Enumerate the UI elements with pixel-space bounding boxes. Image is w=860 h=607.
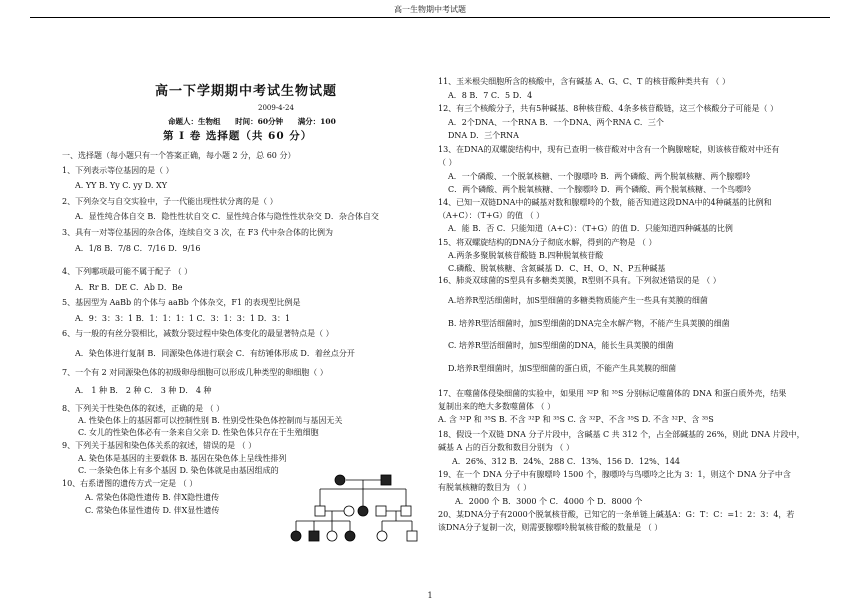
right-line: 17、在噬菌体侵染细菌的实验中，如果用 ³²P 和 ³⁵S 分别标记噬菌体的 DNA 和蛋白质外壳，结果 bbox=[438, 389, 787, 398]
right-line: 18、假设一个双链 DNA 分子片段中，含碱基 C 共 312 个，占全部碱基的 26%，则此 DNA 片段中， bbox=[438, 430, 805, 439]
right-line: 14、已知一双链DNA中的碱基对数和腺嘌呤的个数，能否知道这段DNA中的4种碱基的比例和 bbox=[438, 198, 772, 207]
right-line: A．8 B．7 C．5 D．4 bbox=[448, 91, 533, 100]
left-line: A．1/8 B．7/8 C．7/16 D．9/16 bbox=[75, 244, 201, 253]
left-line: 9、下列关于基因和染色体关系的叙述，错误的是 （ ） bbox=[62, 441, 257, 450]
exam-author: 命题人：生物组 bbox=[168, 117, 221, 126]
right-line: 碱基 A 占的百分数和数目分别为 （ ） bbox=[438, 443, 574, 452]
pedigree-male bbox=[401, 506, 411, 516]
right-line: 20、某DNA分子有2000个脱氧核苷酸，已知它的一条单链上碱基A：G：T：C：=1：2：3：4，若 bbox=[438, 510, 795, 519]
left-line: A．9：3：3：1 B．1：1：1：1 C．3：1：3：1 D．3：1 bbox=[75, 314, 291, 323]
right-line: A．2个DNA、一个RNA B．一个DNA、两个RNA C．三个 bbox=[448, 118, 664, 127]
right-line: B. 培养R型活细菌时，加S型细菌的DNA完全水解产物，不能产生具荚膜的细菌 bbox=[448, 319, 730, 328]
left-line: A. YY B. Yy C. yy D. XY bbox=[75, 181, 167, 190]
page-number: 1 bbox=[427, 591, 433, 600]
left-line: A. 性染色体上的基因都可以控制性别 B. 性别受性染色体控制而与基因无关 bbox=[78, 416, 343, 425]
pedigree-female-affected bbox=[358, 506, 368, 516]
page-header: 高一生物期中考试题 bbox=[394, 5, 466, 14]
exam-date: 2009-4-24 bbox=[258, 104, 294, 112]
exam-title: 高一下学期期中考试生物试题 bbox=[155, 84, 338, 99]
left-line: 4、下列哪项最可能不属于配子 （ ） bbox=[62, 267, 193, 276]
pedigree-male-affected bbox=[309, 531, 319, 541]
pedigree-male bbox=[376, 506, 386, 516]
right-line: A.培养R型活细菌时，加S型细菌的多糖类物质能产生一些具有荚膜的细菌 bbox=[448, 296, 708, 305]
pedigree-female-affected bbox=[291, 531, 301, 541]
right-line: C.磷酸、脱氧核糖、含氮碱基 D．C、H、O、N、P五种碱基 bbox=[448, 264, 666, 273]
section-title: 第 I 卷 选择题（共 60 分） bbox=[163, 130, 313, 142]
right-line: 16、肺炎双球菌的S型具有多糖类荚膜，R型则不具有。下列叙述错误的是 （ ） bbox=[438, 276, 721, 285]
left-line: C. 女儿的性染色体必有一条来自父亲 D. 性染色体只存在于生殖细胞 bbox=[78, 428, 319, 437]
pedigree-female bbox=[377, 531, 387, 541]
left-line: 3、具有一对等位基因的杂合体，连续自交 3 次，在 F3 代中杂合体的比例为 bbox=[62, 228, 333, 237]
right-line: D.培养R型细菌时，加S型细菌的蛋白质，不能产生具荚膜的细菌 bbox=[448, 364, 677, 373]
right-line: C．两个磷酸、两个脱氧核糖、一个腺嘌呤 D．两个磷酸、两个脱氧核糖、一个鸟嘌呤 bbox=[448, 185, 752, 194]
right-line: A．2000 个 B．3000 个 C．4000 个 D．8000 个 bbox=[455, 497, 643, 506]
left-line: A．Rr B．DE C．Ab D．Be bbox=[75, 283, 183, 292]
left-line: 7、一个有 2 对同源染色体的初级卵母细胞可以形成几种类型的卵细胞（ ） bbox=[62, 368, 328, 377]
left-line: 8、下列关于性染色体的叙述，正确的是 （ ） bbox=[62, 404, 225, 413]
right-line: A．能 B．否 C．只能知道（A+C）：（T+G）的值 D．只能知道四种碱基的比例 bbox=[448, 224, 733, 233]
right-line: 复制出来的绝大多数噬菌体 （ ） bbox=[438, 402, 556, 411]
left-line: A．染色体进行复制 B．同源染色体进行联会 C．有纺锤体形成 D．着丝点分开 bbox=[75, 349, 355, 358]
exam-time: 时间：60分钟 bbox=[235, 117, 284, 126]
right-line: DNA D．三个RNA bbox=[448, 131, 519, 140]
right-line: A．一个磷酸、一个脱氧核糖、一个腺嘌呤 B．两个磷酸、两个脱氧核糖、两个腺嘌呤 bbox=[448, 172, 751, 181]
left-line: A. 常染色体隐性遗传 B. 伴X隐性遗传 bbox=[85, 493, 220, 502]
left-line: 一、选择题（每小题只有一个答案正确，每小题 2 分，总 60 分） bbox=[62, 151, 296, 160]
left-line: 10、右系谱图的遗传方式一定是 （ ） bbox=[62, 479, 198, 488]
left-line: C. 一条染色体上有多个基因 D. 染色体就是由基因组成的 bbox=[78, 466, 279, 475]
right-line: （A+C）：（T+G）的值 （ ） bbox=[438, 211, 545, 220]
right-line: 13、在DNA的双螺旋结构中，现有已查明一核苷酸对中含有一个胸腺嘧啶，则该核苷酸对中还有 bbox=[438, 145, 780, 154]
header-rule bbox=[30, 17, 830, 18]
pedigree-male bbox=[315, 506, 325, 516]
right-line: A. 含 ³²P 和 ³⁵S B. 不含 ³²P 和 ³⁵S C. 含 ³²P、不含 ³⁵S D. 不含 ³²P、含 ³⁵S bbox=[438, 415, 714, 424]
pedigree-female bbox=[327, 531, 337, 541]
exam-meta bbox=[168, 116, 348, 127]
pedigree-male-affected bbox=[381, 475, 391, 485]
pedigree-chart bbox=[290, 463, 430, 553]
right-line: 15、将双螺旋结构的DNA分子彻底水解，得到的产物是 （ ） bbox=[438, 238, 657, 247]
left-line: 5、基因型为 AaBb 的个体与 aaBb 个体杂交，F1 的表现型比例是 bbox=[62, 298, 301, 307]
left-line: C. 常染色体显性遗传 D. 伴X显性遗传 bbox=[85, 506, 220, 515]
left-line: 6、与一般的有丝分裂相比，减数分裂过程中染色体变化的最显著特点是（ ） bbox=[62, 329, 334, 338]
pedigree-female bbox=[344, 506, 354, 516]
left-line: 2、下列杂交与自交实验中，子一代能出现性状分离的是（ ） bbox=[62, 197, 278, 206]
right-line: 11、玉米根尖细胞所含的核酸中，含有碱基 A、G、C、T 的核苷酸种类共有 （ ） bbox=[438, 77, 730, 86]
pedigree-female-affected bbox=[345, 531, 355, 541]
left-line: A． 1 种 B． 2 种 C． 3 种 D． 4 种 bbox=[75, 386, 212, 395]
right-line: 12、有三个核酸分子，共有5种碱基、8种核苷酸、4条多核苷酸链，这三个核酸分子可能是（ ） bbox=[438, 104, 778, 113]
right-line: 19、在一个 DNA 分子中有腺嘌呤 1500 个，腺嘌呤与鸟嘌呤之比为 3：1，则这个 DNA 分子中含 bbox=[438, 470, 791, 479]
left-line: 1、下列表示等位基因的是（ ） bbox=[62, 166, 174, 175]
right-line: A.两条多聚脱氧核苷酸链 B.四种脱氧核苷酸 bbox=[448, 251, 604, 260]
right-line: （ ） bbox=[438, 158, 457, 167]
right-line: A．26%、312 B．24%、288 C．13%、156 D．12%、144 bbox=[452, 457, 681, 466]
right-line: 该DNA分子复制一次，则需要腺嘌呤脱氧核苷酸的数量是 （ ） bbox=[438, 523, 663, 532]
exam-score: 满分：100 bbox=[297, 117, 336, 126]
left-line: A．显性纯合体自交 B．隐性性状自交 C．显性纯合体与隐性性状杂交 D．杂合体自交 bbox=[75, 212, 379, 221]
pedigree-female-affected bbox=[335, 475, 345, 485]
right-line: 有脱氧核糖的数目为 （ ） bbox=[438, 483, 532, 492]
right-line: C. 培养R型活细菌时，加S型细菌的DNA，能长生具荚膜的细菌 bbox=[448, 341, 674, 350]
pedigree-male bbox=[407, 531, 417, 541]
left-line: A. 染色体是基因的主要载体 B. 基因在染色体上呈线性排列 bbox=[78, 454, 287, 463]
